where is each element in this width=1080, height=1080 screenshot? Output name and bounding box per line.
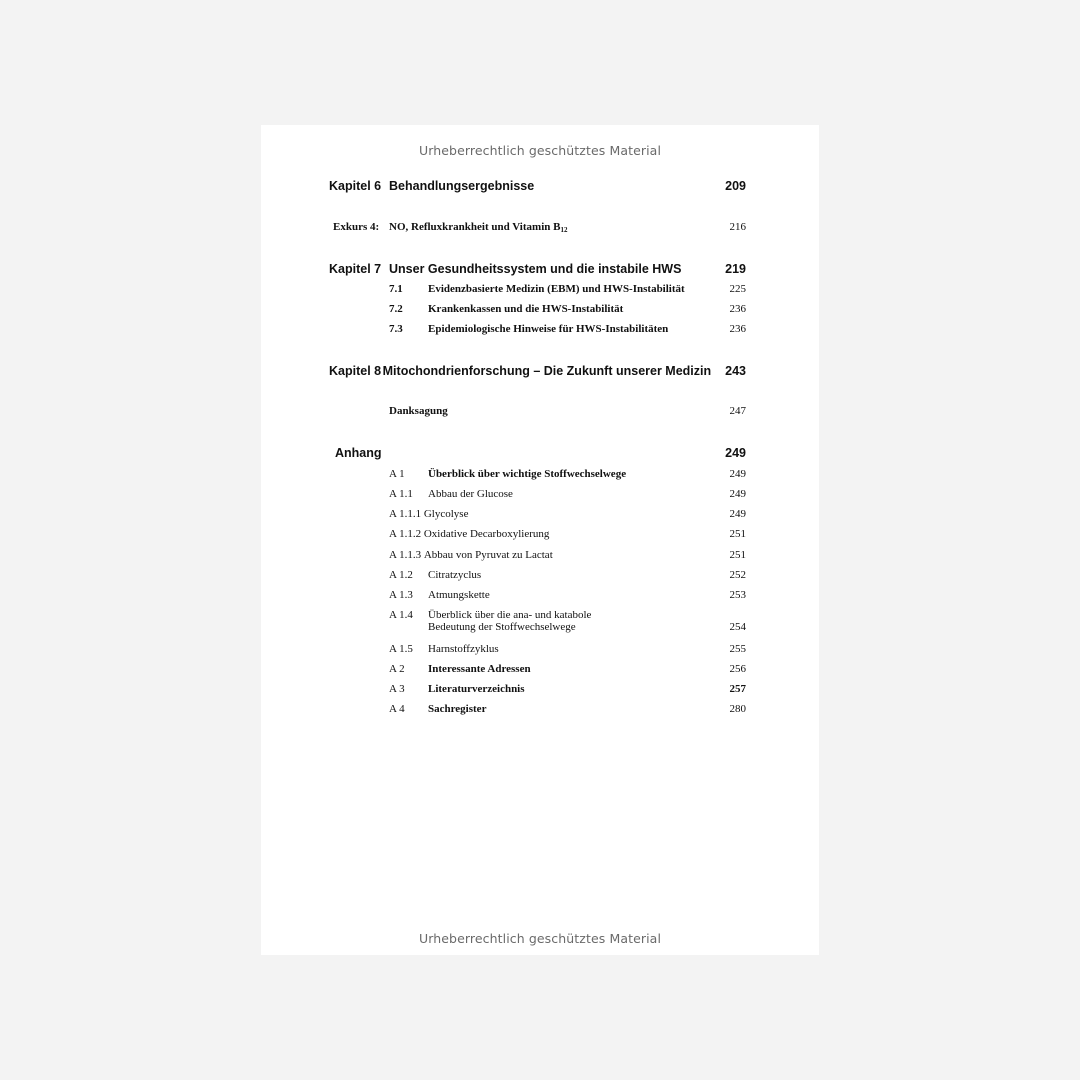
toc-entry-a1-1[interactable]: [389, 488, 746, 500]
toc-entry-7-2[interactable]: [389, 303, 746, 315]
page-number: 243: [725, 364, 746, 378]
exkurs-label: Exkurs 4:: [333, 221, 380, 233]
section-title: Literaturverzeichnis: [428, 683, 525, 695]
section-title: Sachregister: [428, 703, 487, 715]
section-number: A 1.2: [389, 569, 413, 581]
copyright-watermark-top: Urheberrechtlich geschütztes Material: [418, 143, 662, 158]
page-number: 251: [729, 528, 746, 540]
section-number: 7.1: [389, 283, 403, 295]
toc-entry-exkurs-4[interactable]: [333, 221, 746, 234]
section-number: A 2: [389, 663, 405, 675]
page-number: 236: [729, 323, 746, 335]
section-number: A 1.1.1: [389, 508, 422, 520]
toc-entry-anhang[interactable]: [335, 446, 746, 460]
page-number: 216: [729, 221, 746, 233]
section-title: Abbau der Glucose: [428, 488, 513, 500]
section-number: 7.3: [389, 323, 403, 335]
page-number: 252: [729, 569, 746, 581]
book-page: [261, 125, 819, 955]
toc-entry-a3[interactable]: [389, 683, 746, 695]
toc-entry-danksagung[interactable]: [389, 405, 746, 417]
toc-entry-a1-4[interactable]: [389, 609, 746, 633]
page-number: 257: [729, 683, 746, 695]
section-number: A 1.5: [389, 643, 413, 655]
section-title: Glycolyse: [423, 508, 469, 520]
section-title: Interessante Adressen: [428, 663, 531, 675]
page-number: 280: [729, 703, 746, 715]
toc-entry-a2[interactable]: [389, 663, 746, 675]
page-number: 249: [729, 508, 746, 520]
toc-entry-kapitel-8[interactable]: [329, 364, 746, 378]
toc-entry-a1-1-3[interactable]: [389, 549, 746, 561]
page-number: 236: [729, 303, 746, 315]
section-title: Epidemiologische Hinweise für HWS-Instabilitäten: [428, 323, 669, 335]
section-title: Danksagung: [389, 405, 448, 417]
toc-entry-kapitel-6[interactable]: [329, 179, 746, 193]
section-title: Evidenzbasierte Medizin (EBM) und HWS-Instabilität: [428, 283, 685, 295]
section-title: Abbau von Pyruvat zu Lactat: [423, 549, 553, 561]
page-number: 251: [729, 549, 746, 561]
section-number: A 3: [389, 683, 405, 695]
section-number: A 1.4: [389, 609, 413, 621]
subscript: 12: [560, 226, 568, 234]
chapter-label: Kapitel 6: [329, 179, 382, 193]
section-number: A 1.3: [389, 589, 413, 601]
section-title: Krankenkassen und die HWS-Instabilität: [428, 303, 624, 315]
chapter-title: Mitochondrienforschung – Die Zukunft unserer Medizin: [382, 364, 712, 378]
toc-entry-a1-2[interactable]: [389, 569, 746, 581]
section-number: A 1.1.3: [389, 549, 422, 561]
chapter-title: Behandlungsergebnisse: [389, 179, 535, 193]
page-number: 254: [729, 621, 746, 633]
chapter-title: Unser Gesundheitssystem und die instabile HWS: [389, 262, 682, 276]
page-number: 249: [725, 446, 746, 460]
toc-entry-a1-1-1[interactable]: [389, 508, 746, 520]
toc-entry-7-3[interactable]: [389, 323, 746, 335]
page-number: 256: [729, 663, 746, 675]
page-number: 225: [729, 283, 746, 295]
page-number: 219: [725, 262, 746, 276]
toc-entry-a4[interactable]: [389, 703, 746, 715]
page-number: 209: [725, 179, 746, 193]
page-number: 249: [729, 488, 746, 500]
section-number: A 4: [389, 703, 405, 715]
section-number: 7.2: [389, 303, 403, 315]
chapter-label: Kapitel 7: [329, 262, 382, 276]
copyright-watermark-bottom: Urheberrechtlich geschütztes Material: [418, 931, 662, 946]
section-title-line-2: Bedeutung der Stoffwechselwege: [428, 621, 576, 633]
section-title: Oxidative Decarboxylierung: [423, 528, 550, 540]
section-number: A 1: [389, 468, 405, 480]
section-title-line-1: Überblick über die ana- und katabole: [428, 609, 592, 621]
page-number: 249: [729, 468, 746, 480]
section-title: Citratzyclus: [428, 569, 482, 581]
toc-entry-a1-1-2[interactable]: [389, 528, 746, 540]
chapter-title: Anhang: [335, 446, 382, 460]
section-title: Überblick über wichtige Stoffwechselwege: [428, 468, 627, 480]
toc-entry-a1-3[interactable]: [389, 589, 746, 601]
page-number: 255: [729, 643, 746, 655]
section-title: Harnstoffzyklus: [428, 643, 499, 655]
toc-entry-a1-5[interactable]: [389, 643, 746, 655]
toc-entry-7-1[interactable]: [389, 283, 746, 295]
section-number: A 1.1.2: [389, 528, 422, 540]
chapter-label: Kapitel 8: [329, 364, 382, 378]
page-number: 247: [729, 405, 746, 417]
exkurs-title: NO, Refluxkrankheit und Vitamin $B_{12}$: [389, 221, 568, 234]
toc-entry-a1[interactable]: [389, 468, 746, 480]
section-number: A 1.1: [389, 488, 413, 500]
section-title: Atmungskette: [428, 589, 490, 601]
toc-entry-kapitel-7[interactable]: [329, 262, 746, 276]
page-number: 253: [729, 589, 746, 601]
